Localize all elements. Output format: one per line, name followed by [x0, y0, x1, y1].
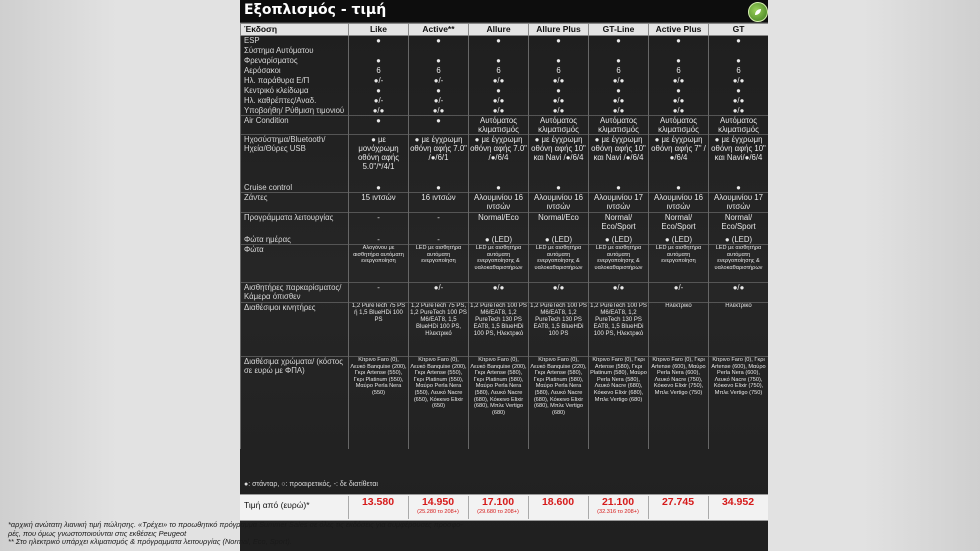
table-row	[241, 183, 769, 193]
table-cell: ●	[589, 86, 649, 96]
table-cell: ●	[529, 86, 589, 96]
table-row	[241, 76, 769, 86]
table-cell: 6	[649, 66, 709, 76]
column-header: Έκδοση	[241, 24, 349, 36]
table-cell: ●	[349, 183, 409, 193]
table-cell: Αυτόματος κλιματισμός	[589, 116, 649, 135]
table-cell: -	[349, 213, 409, 235]
table-cell: 15 ιντσών	[349, 193, 409, 213]
row-label: Σύστημα Αυτόματου	[241, 46, 349, 56]
row-label: Ηλ. καθρέπτες/Αναδ.	[241, 96, 349, 106]
table-cell: ● (LED)	[709, 235, 769, 245]
spec-table	[240, 23, 768, 449]
column-header: Active**	[409, 24, 469, 36]
table-cell: -	[349, 235, 409, 245]
table-cell: ● με έγχρωμη οθόνη αφής 10" και Navi /●/6/4	[589, 135, 649, 183]
table-cell: Κίτρινο Faro (0), Λευκό Banquise (220), Γκρι Artense (580), Γκρι Platinum (580), Μαύρο Perla Nera (580), Λευκό Nacre (680), Κόκκινο Elixir (680), Μπλε Vertigo (680)	[529, 357, 589, 449]
table-cell: Normal/Eco	[529, 213, 589, 235]
table-cell: ●/●	[649, 106, 709, 116]
price-value: 13.580	[361, 496, 395, 508]
table-cell: ●/●	[589, 96, 649, 106]
table-cell: 1,2 PureTech 100 PS M6/EAT8, 1,2 PureTech 130 PS EAT8, 1,5 BlueHDi 100 PS	[529, 303, 589, 357]
table-row	[241, 235, 769, 245]
footnote-line: ** Στο ηλεκτρικό υπάρχει κλιματισμός & πρόγραμματα λειτουργίας (Normal, Eco, Sport).	[8, 537, 292, 547]
table-cell: ●/●	[649, 76, 709, 86]
column-header: Allure Plus	[529, 24, 589, 36]
price-value: 18.600	[541, 496, 575, 508]
footnotes	[8, 521, 524, 547]
table-cell: Κίτρινο Faro (0), Γκρι Artense (600), Μαύρο Perla Nera (600), Λευκό Nacre (750), Κόκκινο Elixir (750), Μπλε Vertigo (750)	[709, 357, 769, 449]
table-cell: ●	[529, 56, 589, 66]
table-cell: 6	[589, 66, 649, 76]
table-cell: ● με έγχρωμη οθόνη αφής 10" και Navi /●/6/4	[529, 135, 589, 183]
table-cell: Ηλεκτρικό	[709, 303, 769, 357]
table-cell: ●/-	[409, 96, 469, 106]
table-cell: ●	[349, 36, 409, 46]
table-cell	[709, 46, 769, 56]
table-cell	[409, 46, 469, 56]
table-cell: ● με έγχρωμη οθόνη αφής 7.0" /●/6/1	[409, 135, 469, 183]
table-cell: ●	[409, 183, 469, 193]
table-cell: ●	[649, 183, 709, 193]
table-cell: Κίτρινο Faro (0), Λευκό Banquise (200), Γκρι Artense (580), Γκρι Platinum (580), Μαύρο Perla Nera (580), Λευκό Nacre (680), Κόκκινο Elixir (680), Μπλε Vertigo (680)	[469, 357, 529, 449]
table-cell: Κίτρινο Faro (0), Λευκό Banquise (200), Γκρι Artense (550), Γκρι Platinum (550), Μαύρο Perla Nera (550)	[349, 357, 409, 449]
table-row	[241, 193, 769, 213]
table-row	[241, 245, 769, 283]
table-cell: ● με μονόχρωμη οθόνη αφής 5.0"/*/4/1	[349, 135, 409, 183]
table-cell: Αλουμινίου 16 ιντσών	[469, 193, 529, 213]
footnote-line: *αρχική ανώτατη λιανική τιμή πώλησης. «Τρέχει» το προωθητικό πρόγραμμα Summer Sales σε όλες τις εκδόσεις για συμφέρουσες προσφο-	[8, 520, 463, 529]
price-label: Τιμή από (ευρώ)*	[244, 500, 310, 510]
table-cell: -	[409, 235, 469, 245]
row-label: Αισθητήρες παρκαρίσματος/ Κάμερα όπισθεν	[241, 283, 349, 303]
table-cell: Κίτρινο Faro (0), Λευκό Banquise (200), Γκρι Artense (550), Γκρι Platinum (550), Μαύρο Perla Nera (550), Λευκό Nacre (650), Κόκκινο Elixir (650)	[409, 357, 469, 449]
table-row	[241, 106, 769, 116]
table-cell: ●/●	[529, 106, 589, 116]
table-row	[241, 213, 769, 235]
table-row	[241, 303, 769, 357]
table-cell: LED με αισθητήρα αυτόματη ενεργοποίηση	[649, 245, 709, 283]
table-cell: ●/●	[529, 76, 589, 86]
table-cell: ●	[709, 36, 769, 46]
table-cell: ●	[409, 36, 469, 46]
table-cell: -	[349, 283, 409, 303]
price-cell	[588, 496, 647, 519]
table-cell: ●/-	[349, 96, 409, 106]
price-value: 21.100	[601, 496, 635, 508]
footnote-line: ρές, που όμως γνωστοποιούνται στις εκθέσεις Peugeot	[8, 528, 187, 538]
table-cell: ●	[469, 56, 529, 66]
table-cell: ● με έγχρωμη οθόνη αφής 7.0" /●/6/4	[469, 135, 529, 183]
table-cell: Αλογόνου με αισθητήρα αυτόματη ενεργοποίηση	[349, 245, 409, 283]
table-cell: 6	[349, 66, 409, 76]
table-cell: ●/●	[709, 96, 769, 106]
table-cell: ●/●	[649, 96, 709, 106]
table-cell: ●	[709, 56, 769, 66]
table-cell: ●	[469, 183, 529, 193]
leaf-icon	[748, 2, 768, 22]
row-label: Διαθέσιμοι κινητήρες	[241, 303, 349, 357]
title-bar	[240, 0, 768, 23]
table-cell: Ηλεκτρικό	[649, 303, 709, 357]
table-body	[241, 36, 769, 449]
table-cell: Normal/ Eco/Sport	[589, 213, 649, 235]
table-cell: LED με αισθητήρα αυτόματη ενεργοποίησης & υαλοκαθαριστήρων	[589, 245, 649, 283]
price-note: (25.280 το 208+)	[417, 509, 459, 515]
table-cell: ●/-	[409, 76, 469, 86]
row-label: Προγράμματα λειτουργίας	[241, 213, 349, 235]
price-value: 34.952	[721, 496, 755, 508]
row-label: Cruise control	[241, 183, 349, 193]
table-cell: Αλουμινίου 16 ιντσών	[649, 193, 709, 213]
table-cell: ●/●	[409, 106, 469, 116]
table-cell: -	[409, 213, 469, 235]
table-cell: 1,2 PureTech 100 PS M6/EAT8, 1,2 PureTech 130 PS EAT8, 1,5 BlueHDi 100 PS, Ηλεκτρικό	[589, 303, 649, 357]
table-cell: ● με έγχρωμη οθόνη αφής 10" και Navi/●/6/4	[709, 135, 769, 183]
legend-text: ●: στάνταρ, ○: προαιρετικός, -: δε διατίθεται	[244, 481, 378, 488]
column-header: Like	[349, 24, 409, 36]
table-cell: ● (LED)	[649, 235, 709, 245]
table-row	[241, 357, 769, 449]
table-cell: 1,2 PureTech 75 PS, 1,2 PureTech 100 PS M6/EAT8, 1,5 BlueHDi 100 PS, Ηλεκτρικό	[409, 303, 469, 357]
table-cell: ●/●	[709, 283, 769, 303]
table-cell: ● (LED)	[529, 235, 589, 245]
column-header: GT-Line	[589, 24, 649, 36]
table-cell: ● με έγχρωμη οθόνη αφής 7" /●/6/4	[649, 135, 709, 183]
table-cell: ●/-	[409, 283, 469, 303]
table-cell: Κίτρινο Faro (0), Γκρι Artense (600), Μαύρο Perla Nera (600), Λευκό Nacre (750), Κόκκινο Elixir (750), Μπλε Vertigo (750)	[649, 357, 709, 449]
table-row	[241, 56, 769, 66]
table-cell: 6	[709, 66, 769, 76]
table-cell: Αλουμινίου 17 ιντσών	[589, 193, 649, 213]
table-row	[241, 116, 769, 135]
price-value: 27.745	[661, 496, 695, 508]
table-row	[241, 96, 769, 106]
table-cell: ●	[709, 86, 769, 96]
table-cell	[469, 46, 529, 56]
table-cell: ●/●	[589, 76, 649, 86]
table-cell: ●	[349, 86, 409, 96]
table-cell: 1,2 PureTech 75 PS ή 1,5 BlueHDi 100 PS	[349, 303, 409, 357]
table-cell: Αυτόματος κλιματισμός	[469, 116, 529, 135]
row-label: Κεντρικό κλείδωμα	[241, 86, 349, 96]
table-cell: Αυτόματος κλιματισμός	[649, 116, 709, 135]
table-cell: ●	[709, 183, 769, 193]
table-cell: ● (LED)	[589, 235, 649, 245]
table-cell	[589, 46, 649, 56]
table-cell	[649, 46, 709, 56]
price-cell	[648, 496, 707, 519]
row-label: Αερόσακοι	[241, 66, 349, 76]
table-cell: ●/●	[349, 106, 409, 116]
table-cell: ●	[529, 36, 589, 46]
row-label: Υποβοήθη/ Ρύθμιση τιμονιού	[241, 106, 349, 116]
table-cell: ●	[469, 86, 529, 96]
table-cell: ●/-	[349, 76, 409, 86]
table-row	[241, 283, 769, 303]
table-cell: Normal/Eco	[469, 213, 529, 235]
table-cell	[349, 46, 409, 56]
column-header: GT	[709, 24, 769, 36]
table-cell: ●	[529, 183, 589, 193]
table-cell: ●/●	[589, 283, 649, 303]
table-cell: Αλουμινίου 16 ιντσών	[529, 193, 589, 213]
table-cell: LED με αισθητήρα αυτόματη ενεργοποίηση	[409, 245, 469, 283]
price-note: (32.316 το 208+)	[597, 509, 639, 515]
price-cell	[348, 496, 407, 519]
row-label: Ζάντες	[241, 193, 349, 213]
table-cell: ● (LED)	[469, 235, 529, 245]
table-cell: ●	[589, 36, 649, 46]
page-title: Εξοπλισμός - τιμή	[244, 2, 387, 18]
table-cell: ●/●	[529, 96, 589, 106]
row-label: ESP	[241, 36, 349, 46]
table-cell: LED με αισθητήρα αυτόματη ενεργοποίησης & υαλοκαθαριστήρων	[709, 245, 769, 283]
table-cell: ●/●	[469, 76, 529, 86]
table-cell: 6	[469, 66, 529, 76]
table-row	[241, 66, 769, 76]
spec-panel	[240, 0, 768, 551]
table-cell: ●/●	[469, 106, 529, 116]
table-cell: ●	[589, 56, 649, 66]
price-value: 14.950	[421, 496, 455, 508]
table-cell: ●	[349, 116, 409, 135]
row-label: Φώτα ημέρας	[241, 235, 349, 245]
table-row	[241, 36, 769, 46]
table-cell: ●	[409, 86, 469, 96]
table-cell: ●/●	[469, 283, 529, 303]
table-cell: ●/●	[529, 283, 589, 303]
price-cell	[468, 496, 527, 519]
table-cell: ●	[589, 183, 649, 193]
table-header-row	[241, 24, 769, 36]
row-label: Διαθέσιμα χρώματα/ (κόστος σε ευρώ με ΦΠΑ)	[241, 357, 349, 449]
table-cell: ●	[409, 56, 469, 66]
price-note: (29.680 το 208+)	[477, 509, 519, 515]
table-cell: LED με αισθητήρα αυτόματη ενεργοποίησης & υαλοκαθαριστήρων	[469, 245, 529, 283]
table-cell: 1,2 PureTech 100 PS M6/EAT8, 1,2 PureTech 130 PS EAT8, 1,5 BlueHDi 100 PS, Ηλεκτρικό	[469, 303, 529, 357]
row-label: Φώτα	[241, 245, 349, 283]
price-value: 17.100	[481, 496, 515, 508]
table-cell: ●	[649, 56, 709, 66]
row-label: Φρεναρίσματος	[241, 56, 349, 66]
table-cell: Κίτρινο Faro (0), Γκρι Artense (580), Γκρι Platinum (580), Μαύρο Perla Nera (580), Λευκό Nacre (680), Κόκκινο Elixir (680), Μπλε Vertigo (680)	[589, 357, 649, 449]
table-cell: ●	[649, 86, 709, 96]
row-label: Ηλ. παράθυρα Ε/Π	[241, 76, 349, 86]
table-cell: Normal/ Eco/Sport	[649, 213, 709, 235]
table-cell: 6	[529, 66, 589, 76]
column-header: Allure	[469, 24, 529, 36]
table-cell: ●/-	[649, 283, 709, 303]
table-cell: ●	[469, 36, 529, 46]
price-row	[240, 494, 768, 521]
price-cell	[528, 496, 587, 519]
table-cell: Αλουμινίου 17 ιντσών	[709, 193, 769, 213]
table-cell: 16 ιντσών	[409, 193, 469, 213]
table-cell: 6	[409, 66, 469, 76]
table-cell: Αυτόματος κλιματισμός	[529, 116, 589, 135]
table-row	[241, 46, 769, 56]
table-cell: ●	[409, 116, 469, 135]
table-cell	[529, 46, 589, 56]
column-header: Active Plus	[649, 24, 709, 36]
price-cell	[408, 496, 467, 519]
table-cell: LED με αισθητήρα αυτόματη ενεργοποίησης & υαλοκαθαριστήρων	[529, 245, 589, 283]
table-cell: ●	[349, 56, 409, 66]
price-cell	[708, 496, 767, 519]
table-cell: ●/●	[709, 106, 769, 116]
table-row	[241, 86, 769, 96]
table-cell: ●/●	[589, 106, 649, 116]
table-cell: ●	[649, 36, 709, 46]
row-label: Air Condition	[241, 116, 349, 135]
table-cell: Αυτόματος κλιματισμός	[709, 116, 769, 135]
table-cell: ●/●	[709, 76, 769, 86]
table-cell: Normal/ Eco/Sport	[709, 213, 769, 235]
table-row	[241, 135, 769, 183]
table-cell: ●/●	[469, 96, 529, 106]
row-label: Ηχοσύστημα/Bluetooth/ Ηχεία/Θύρες USB	[241, 135, 349, 183]
